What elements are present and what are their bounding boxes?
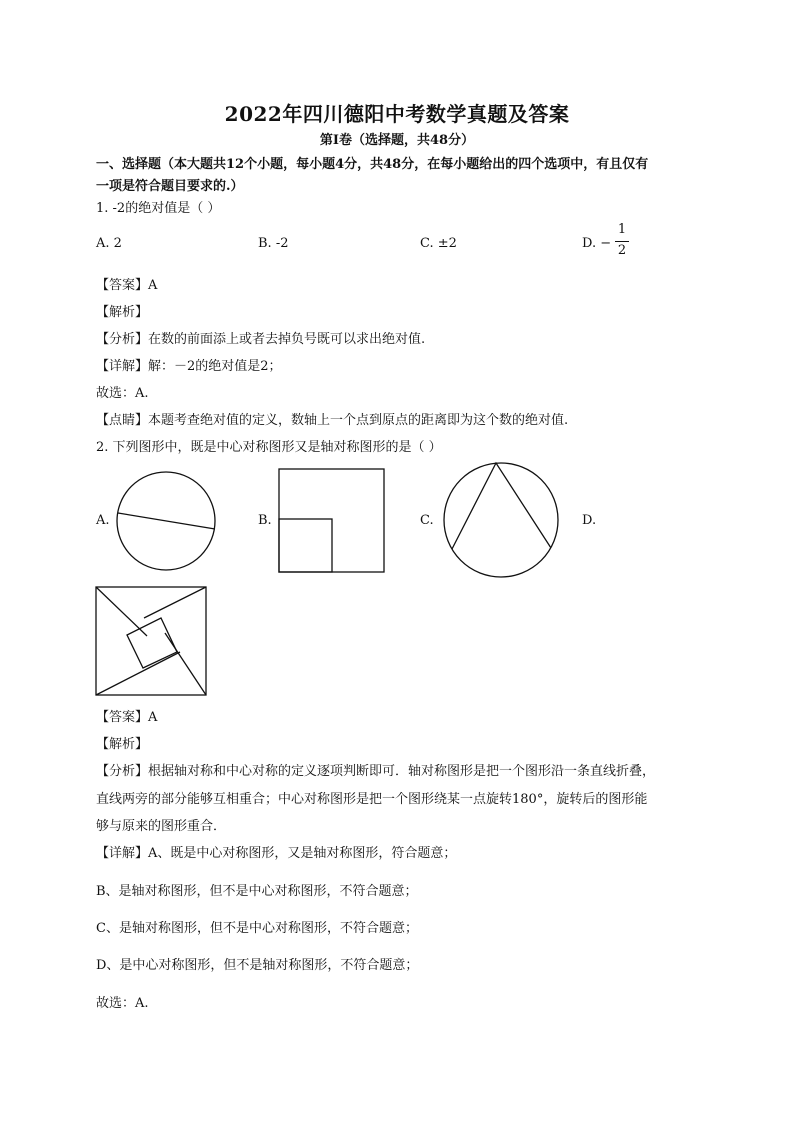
q2-figure-d-pinwheel-square xyxy=(95,586,207,696)
q2-choice: 故选：A. xyxy=(96,996,149,1011)
q2-figure-b-nested-squares xyxy=(278,468,386,574)
q2-label-b: B. xyxy=(258,513,272,528)
q1-option-d-fraction xyxy=(615,222,629,261)
section-heading-line2: 一项是符合题目要求的.） xyxy=(96,179,244,194)
page-title: 2022年四川德阳中考数学真题及答案 xyxy=(224,102,570,126)
q1-answer: 【答案】A xyxy=(96,278,158,293)
q2-label-c: C. xyxy=(420,513,434,528)
q2-xiangjie-a: 【详解】A、既是中心对称图形，又是轴对称图形，符合题意； xyxy=(96,846,457,861)
q2-stem: 2. 下列图形中，既是中心对称图形又是轴对称图形的是（ ） xyxy=(96,440,442,455)
q1-analysis-heading: 【解析】 xyxy=(96,305,149,320)
q2-label-a: A. xyxy=(96,513,110,528)
section-subtitle: 第Ⅰ卷（选择题，共48分） xyxy=(319,133,475,148)
q1-option-b: B. -2 xyxy=(258,236,289,251)
q1-option-c: C. ±2 xyxy=(420,236,457,251)
q1-xiangjie: 【详解】解：－2的绝对值是2； xyxy=(96,359,282,374)
q2-xiangjie-c: C、是轴对称图形，但不是中心对称图形，不符合题意； xyxy=(96,921,418,936)
q2-figure-c-circle-inscribed-angle xyxy=(441,460,561,580)
fraction-numerator: 1 xyxy=(617,222,627,237)
q2-answer: 【答案】A xyxy=(96,710,158,725)
q1-fenxi: 【分析】在数的前面添上或者去掉负号既可以求出绝对值. xyxy=(96,332,426,347)
q1-option-d: D. − xyxy=(582,236,612,251)
section-heading-line1: 一、选择题（本大题共12个小题，每小题4分，共48分，在每小题给出的四个选项中，有且仅有 xyxy=(96,157,649,172)
fraction-bar xyxy=(615,241,629,242)
q2-fenxi-line2: 直线两旁的部分能够互相重合；中心对称图形是把一个图形绕某一点旋转180°，旋转后的图形能 xyxy=(96,792,648,807)
q2-fenxi-line3: 够与原来的图形重合． xyxy=(96,819,227,834)
q1-stem: 1. -2的绝对值是（ ） xyxy=(96,201,221,216)
q2-analysis-heading: 【解析】 xyxy=(96,737,149,752)
q1-dianjing: 【点睛】本题考查绝对值的定义，数轴上一个点到原点的距离即为这个数的绝对值. xyxy=(96,413,569,428)
q2-xiangjie-b: B、是轴对称图形，但不是中心对称图形，不符合题意； xyxy=(96,884,418,899)
q2-figure-a-circle-chord xyxy=(112,467,220,575)
q2-label-d: D. xyxy=(582,513,597,528)
fraction-denominator: 2 xyxy=(617,243,627,258)
q2-xiangjie-d: D、是中心对称图形，但不是轴对称图形，不符合题意； xyxy=(96,958,419,973)
q1-choice: 故选：A. xyxy=(96,386,149,401)
q2-fenxi-line1: 【分析】根据轴对称和中心对称的定义逐项判断即可．轴对称图形是把一个图形沿一条直线折叠， xyxy=(96,764,656,779)
q1-option-a: A. 2 xyxy=(96,236,122,251)
